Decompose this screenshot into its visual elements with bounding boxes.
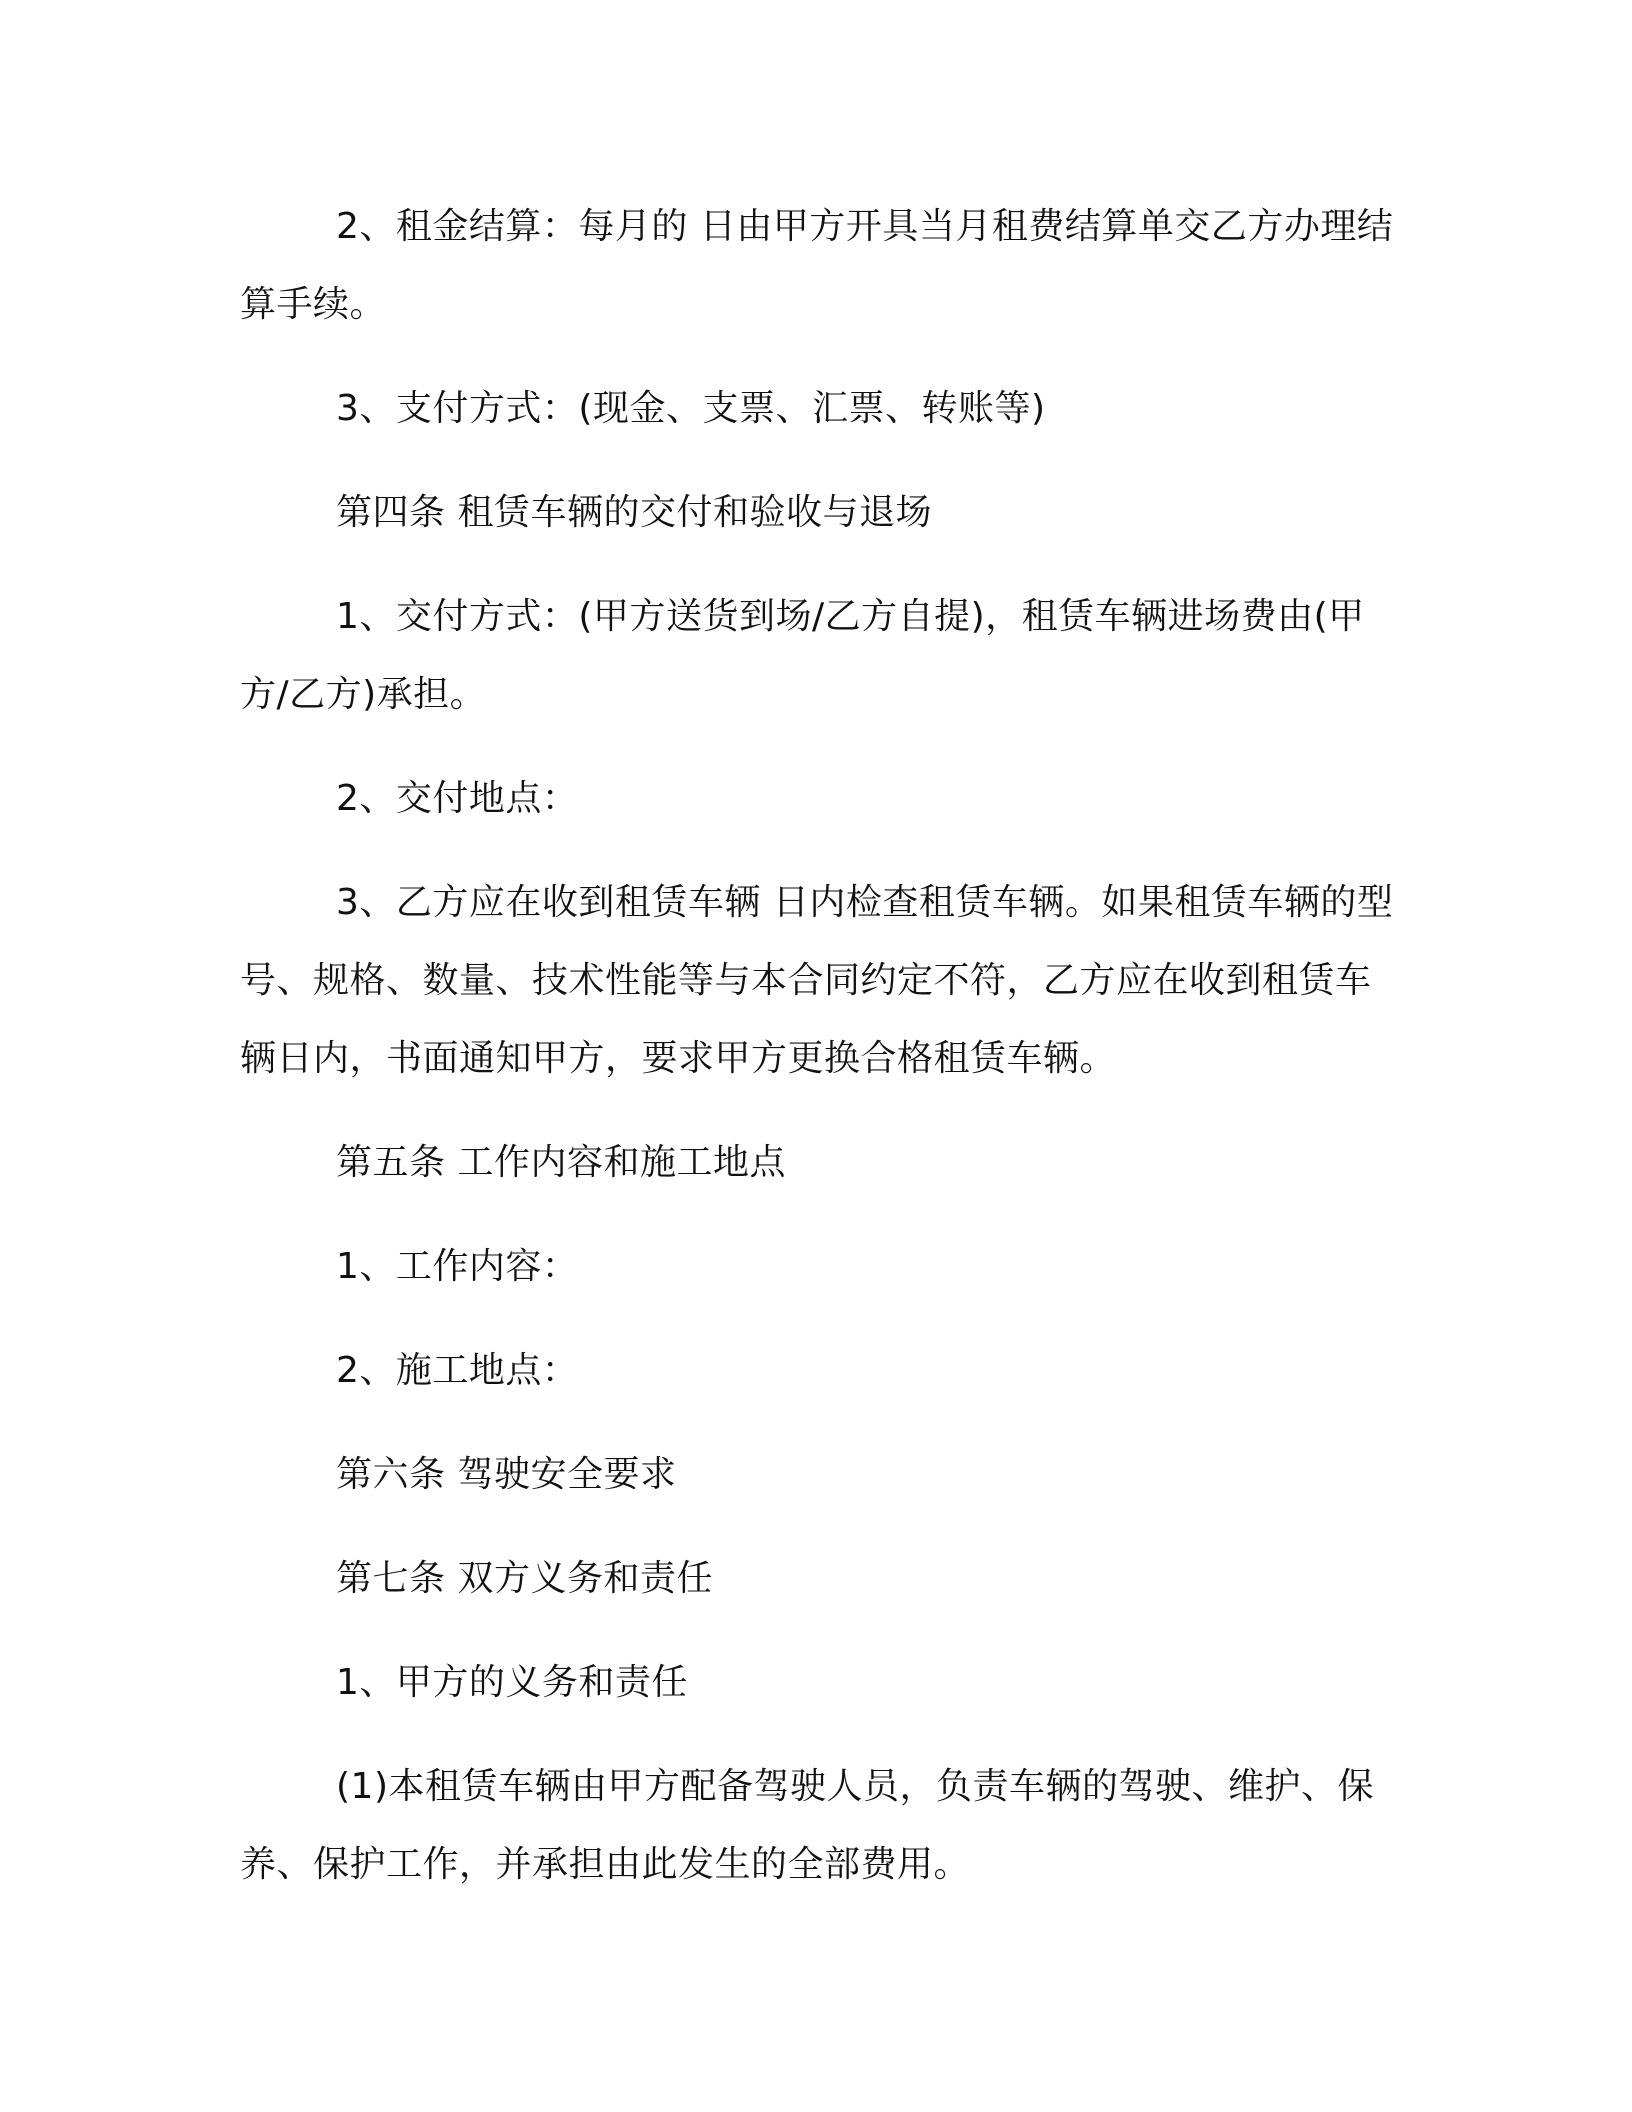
paragraph-payment-method: 3、支付方式：(现金、支票、汇票、转账等) bbox=[336, 388, 1046, 429]
paragraph-party-a-obligations: 1、甲方的义务和责任 bbox=[336, 1662, 688, 1703]
paragraph-delivery-method: 1、交付方式：(甲方送货到场/乙方自提)，租赁车辆进场费由(甲方/乙方)承担。 bbox=[240, 596, 1365, 715]
paragraph-rent-settlement: 2、租金结算：每月的 日由甲方开具当月租费结算单交乙方办理结算手续。 bbox=[240, 206, 1394, 325]
article-4-heading: 第四条 租赁车辆的交付和验收与退场 bbox=[336, 492, 932, 533]
document-page bbox=[240, 188, 1400, 1930]
paragraph-delivery-location: 2、交付地点： bbox=[336, 778, 579, 819]
paragraph-inspection: 3、乙方应在收到租赁车辆 日内检查租赁车辆。如果租赁车辆的型号、规格、数量、技术性能等与本合同约定不符，乙方应在收到租赁车辆日内，书面通知甲方，要求甲方更换合格租赁车辆。 bbox=[240, 882, 1394, 1079]
article-6-heading: 第六条 驾驶安全要求 bbox=[336, 1454, 677, 1495]
article-7-heading: 第七条 双方义务和责任 bbox=[336, 1558, 713, 1599]
paragraph-work-content: 1、工作内容： bbox=[336, 1246, 579, 1287]
paragraph-driver-provision: (1)本租赁车辆由甲方配备驾驶人员，负责车辆的驾驶、维护、保养、保护工作，并承担由此发生的全部费用。 bbox=[240, 1766, 1374, 1885]
paragraph-construction-site: 2、施工地点： bbox=[336, 1350, 579, 1391]
article-5-heading: 第五条 工作内容和施工地点 bbox=[336, 1142, 786, 1183]
